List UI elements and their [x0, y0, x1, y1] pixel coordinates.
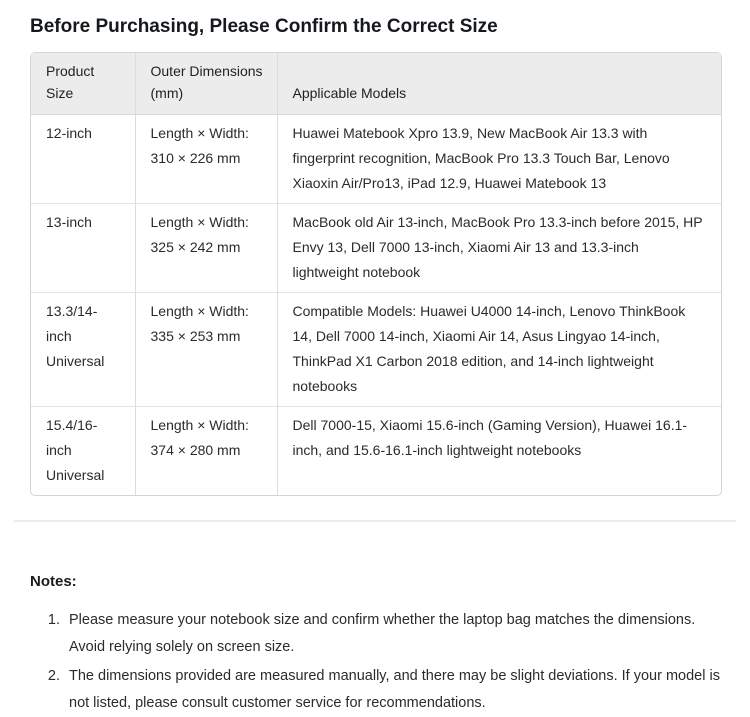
table-row — [31, 293, 721, 407]
dimensions-value: 310 × 226 mm — [150, 150, 241, 166]
dimensions-label: Length × Width: — [150, 125, 249, 141]
product-size-cell: 13-inch — [31, 204, 135, 293]
table-row — [31, 115, 721, 204]
dimensions-cell — [135, 407, 277, 496]
product-size-cell: 15.4/16-inch Universal — [31, 407, 135, 496]
note-item: 2. The dimensions provided are measured manually, and there may be slight deviations. If your model is not listed, please consult customer service for recommendations. — [64, 663, 722, 717]
table-body — [31, 115, 721, 496]
product-size-cell: 12-inch — [46, 125, 92, 141]
page-title: Before Purchasing, Please Confirm the Correct Size — [30, 16, 498, 37]
table-header — [31, 53, 721, 115]
models-cell: Compatible Models: Huawei U4000 14-inch, Lenovo ThinkBook 14, Dell 7000 14-inch, Xiaomi Air 14, Asus Lingyao 14-inch, ThinkPad X1 Carbon 2018 edition, and 14-inch lightweight notebooks — [277, 293, 721, 407]
column-header-product-size: Product Size — [31, 53, 135, 115]
dimensions-value: 335 × 253 mm — [150, 328, 241, 344]
header-row — [31, 53, 721, 115]
section-divider — [14, 520, 736, 522]
notes-section — [30, 572, 722, 717]
table-row — [31, 204, 721, 293]
column-header-outer-dimensions: Outer Dimensions (mm) — [135, 53, 277, 115]
size-table-container — [30, 52, 722, 496]
dimensions-label: Length × Width: — [150, 417, 249, 433]
models-cell: Huawei Matebook Xpro 13.9, New MacBook Air 13.3 with fingerprint recognition, MacBook Pro 13.3 Touch Bar, Lenovo Xiaoxin Air/Pro13, iPad 12.9, Huawei Matebook 13 — [277, 115, 721, 204]
models-cell: Dell 7000-15, Xiaomi 15.6-inch (Gaming Version), Huawei 16.1-inch, and 15.6-16.1-inch lightweight notebooks — [277, 407, 721, 496]
models-cell: MacBook old Air 13-inch, MacBook Pro 13.3-inch before 2015, HP Envy 13, Dell 7000 13-inch, Xiaomi Air 13 and 13.3-inch lightweight notebook — [277, 204, 721, 293]
dimensions-cell — [135, 204, 277, 293]
size-table — [31, 53, 721, 495]
dimensions-cell — [135, 293, 277, 407]
table-row — [31, 407, 721, 496]
dimensions-label: Length × Width: — [150, 214, 249, 230]
dimensions-value: 374 × 280 mm — [150, 442, 241, 458]
dimensions-cell — [135, 115, 277, 204]
dimensions-label: Length × Width: — [150, 303, 249, 319]
dimensions-value: 325 × 242 mm — [150, 239, 241, 255]
column-header-applicable-models: Applicable Models — [277, 53, 721, 115]
notes-list — [30, 607, 722, 717]
product-size-cell: 13.3/14-inch Universal — [31, 293, 135, 407]
note-item: 1. Please measure your notebook size and confirm whether the laptop bag matches the dimensions. Avoid relying solely on screen size. — [64, 607, 722, 661]
notes-heading: Notes: — [30, 573, 77, 590]
